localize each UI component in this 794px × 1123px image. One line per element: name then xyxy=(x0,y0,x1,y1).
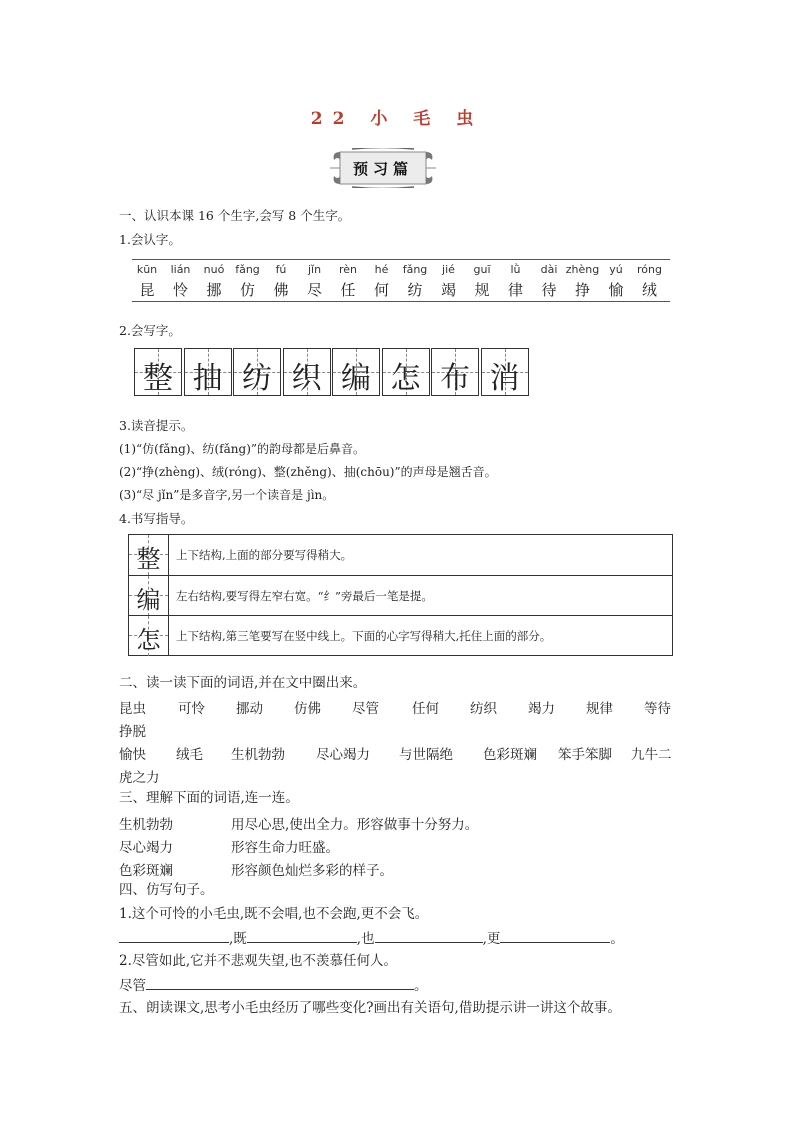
hanzi: 尽 xyxy=(306,281,322,299)
guide-row xyxy=(129,615,672,656)
word-item: 昆虫 xyxy=(119,701,146,717)
blank-field[interactable] xyxy=(500,929,610,943)
hanzi: 何 xyxy=(373,281,389,299)
section3-heading: 三、理解下面的词语,连一连。 xyxy=(119,790,299,806)
tip-3: (3)“尽 jǐn”是多音字,另一个读音是 jìn。 xyxy=(119,488,335,502)
term-3: 色彩斑斓 xyxy=(119,863,173,879)
write-char: 织 xyxy=(291,361,322,396)
tian-grid-box xyxy=(283,348,331,396)
guide-text: 左右结构,要写得左窄右宽。“纟”旁最后一笔是提。 xyxy=(176,589,433,603)
write-char: 抽 xyxy=(192,361,223,396)
tip-2: (2)“挣(zhèng)、绒(róng)、整(zhěng)、抽(chōu)”的声母是翘舌音。 xyxy=(119,465,497,479)
guide-char: 编 xyxy=(136,586,161,614)
tian-grid-box xyxy=(134,348,182,396)
hanzi: 绒 xyxy=(641,281,657,299)
word-item: 笨手笨脚 xyxy=(558,747,612,763)
hanzi: 纺 xyxy=(407,281,423,299)
fill-line-1: ,既 ,也 ,更 。 xyxy=(119,929,624,947)
hanzi: 挪 xyxy=(206,281,222,299)
pinyin: jié xyxy=(442,263,455,276)
guide-text: 上下结构,第三笔要写在竖中线上。下面的心字写得稍大,托住上面的部分。 xyxy=(176,629,552,643)
pinyin: fú xyxy=(275,263,287,276)
section1-heading: 一、认识本课 16 个生字,会写 8 个生字。 xyxy=(119,208,351,223)
write-char: 纺 xyxy=(242,361,272,396)
blank-field[interactable] xyxy=(146,976,414,990)
word-item: 挪动 xyxy=(236,701,263,717)
pinyin: yú xyxy=(609,263,623,276)
fill-line-2: 尽管 。 xyxy=(119,978,428,994)
hanzi: 愉 xyxy=(608,281,624,299)
meaning-1: 用尽心思,使出全力。形容做事十分努力。 xyxy=(231,817,479,833)
word-item: 挣脱 xyxy=(119,724,146,740)
guide-row xyxy=(129,575,672,616)
write-char: 编 xyxy=(341,361,371,396)
tian-grid-box xyxy=(332,348,380,396)
sentence-2: 2.尽管如此,它并不悲观失望,也不羡慕任何人。 xyxy=(119,953,397,969)
word-item: 可怜 xyxy=(178,701,205,717)
word-item: 竭力 xyxy=(528,701,555,717)
pinyin: rèn xyxy=(338,263,358,276)
section2-heading: 二、读一读下面的词语,并在文中圈出来。 xyxy=(119,675,367,691)
word-item: 仿佛 xyxy=(294,701,321,717)
sub-write: 2.会写字。 xyxy=(119,323,181,338)
hanzi: 佛 xyxy=(273,281,289,299)
pinyin: hé xyxy=(374,263,389,276)
hanzi: 任 xyxy=(340,281,356,299)
meaning-3: 形容颜色灿烂多彩的样子。 xyxy=(231,863,393,879)
pinyin: jǐn xyxy=(307,263,322,276)
tian-grid-box xyxy=(184,348,232,396)
word-item: 绒毛 xyxy=(176,747,203,763)
pinyin: dài xyxy=(540,263,558,276)
word-item: 规律 xyxy=(586,701,613,717)
lesson-title: 22 小 毛 虫 xyxy=(310,109,484,129)
section5-heading: 五、朗读课文,思考小毛虫经历了哪些变化?画出有关语句,借助提示讲一讲这个故事。 xyxy=(119,1000,621,1016)
word-item: 九牛二 xyxy=(631,747,672,763)
write-char: 整 xyxy=(143,361,173,396)
guide-row xyxy=(129,535,672,575)
guide-char: 整 xyxy=(136,545,161,573)
pinyin: fǎng xyxy=(235,263,260,276)
banner-label: 预习篇 xyxy=(352,160,413,178)
hanzi: 挣 xyxy=(574,281,590,299)
hanzi: 仿 xyxy=(239,281,255,299)
hanzi: 怜 xyxy=(172,281,188,299)
recognize-table xyxy=(132,259,670,302)
hanzi: 规 xyxy=(474,281,490,299)
hanzi: 昆 xyxy=(139,281,155,299)
pinyin: guī xyxy=(473,263,491,276)
blank-field[interactable] xyxy=(247,929,357,943)
hanzi: 待 xyxy=(541,281,557,299)
word-item: 尽管 xyxy=(352,701,379,717)
pinyin: kūn xyxy=(136,263,158,276)
guide-char: 怎 xyxy=(136,626,161,654)
preview-banner xyxy=(330,148,436,188)
blank-field[interactable] xyxy=(119,929,229,943)
pinyin: nuó xyxy=(203,263,225,276)
tip-1: (1)“仿(fǎng)、纺(fǎng)”的韵母都是后鼻音。 xyxy=(119,442,366,456)
word-item: 尽心竭力 xyxy=(316,747,370,763)
word-item: 愉快 xyxy=(119,747,146,763)
sentence-1: 1.这个可怜的小毛虫,既不会唱,也不会跑,更不会飞。 xyxy=(119,906,429,922)
pinyin: róng xyxy=(637,263,662,276)
sub-tips: 3.读音提示。 xyxy=(119,418,194,433)
word-item: 虎之力 xyxy=(119,770,160,786)
pinyin: zhèng xyxy=(565,263,600,276)
hanzi: 律 xyxy=(507,281,523,299)
tian-grid-box xyxy=(233,348,281,396)
pinyin: lián xyxy=(170,263,191,276)
word-item: 任何 xyxy=(412,701,439,717)
word-item: 纺织 xyxy=(470,701,497,717)
word-item: 生机勃勃 xyxy=(231,747,285,763)
writing-guide-table xyxy=(128,534,673,656)
hanzi: 竭 xyxy=(440,281,456,299)
section4-heading: 四、仿写句子。 xyxy=(119,882,214,898)
meaning-2: 形容生命力旺盛。 xyxy=(231,840,339,856)
word-item: 与世隔绝 xyxy=(399,747,453,763)
pinyin: fǎng xyxy=(402,263,428,276)
tian-grid-box xyxy=(481,348,529,396)
term-2: 尽心竭力 xyxy=(119,840,173,856)
write-char: 消 xyxy=(489,361,520,396)
guide-text: 上下结构,上面的部分要写得稍大。 xyxy=(176,548,353,562)
word-item: 色彩斑斓 xyxy=(483,747,537,763)
term-1: 生机勃勃 xyxy=(119,817,173,833)
sub-recognize: 1.会认字。 xyxy=(119,232,181,247)
pinyin: lǜ xyxy=(510,263,521,276)
blank-field[interactable] xyxy=(375,929,483,943)
write-char: 布 xyxy=(440,361,470,396)
write-char: 怎 xyxy=(390,361,421,396)
tian-grid-box xyxy=(382,348,430,396)
tian-grid-box xyxy=(431,348,479,396)
sub-guide: 4.书写指导。 xyxy=(119,511,194,526)
word-item: 等待 xyxy=(644,701,671,717)
